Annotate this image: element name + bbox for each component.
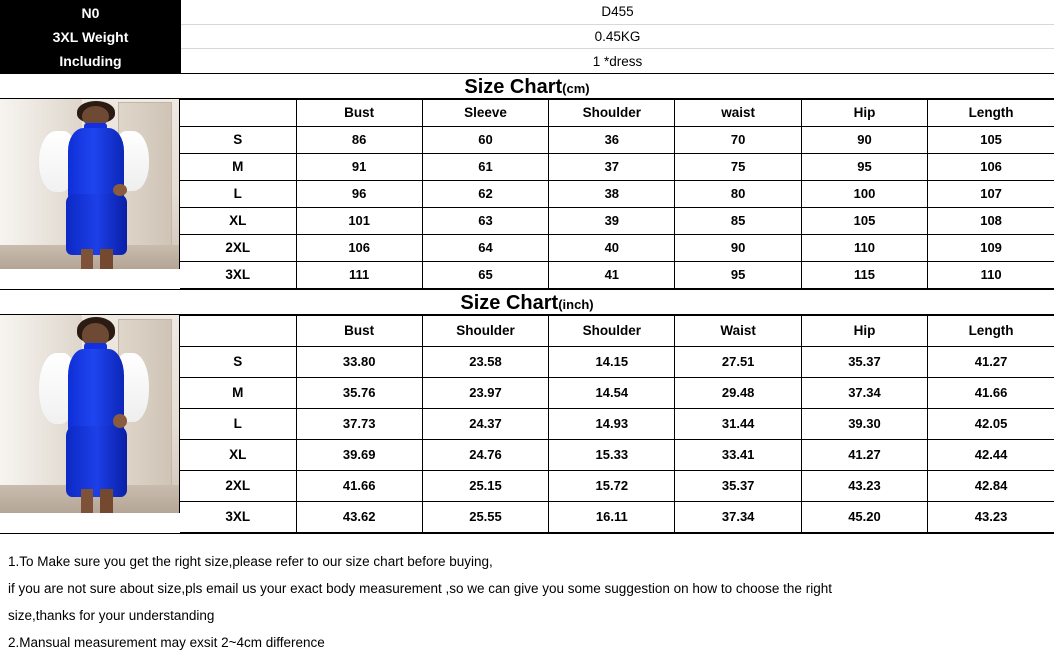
photo-dress-skirt — [66, 426, 127, 497]
cell-bust: 37.73 — [296, 409, 422, 440]
size-chart-cm-section — [0, 99, 1054, 289]
cell-length: 41.27 — [928, 347, 1054, 378]
size-chart-cm-unit: (cm) — [562, 81, 590, 96]
cell-hip: 105 — [801, 208, 927, 235]
row-size-label: XL — [180, 208, 296, 235]
table-row — [180, 154, 1054, 181]
table-row — [180, 471, 1054, 502]
table-header-row — [180, 100, 1054, 127]
photo-leg-right — [100, 249, 113, 269]
product-header-labels — [0, 0, 181, 73]
size-table-inch — [180, 315, 1054, 533]
cell-bust: 106 — [296, 235, 422, 262]
cell-waist: 85 — [675, 208, 801, 235]
col-header-length: Length — [928, 100, 1054, 127]
cell-shoulder: 36 — [549, 127, 675, 154]
cell-shoulder: 40 — [549, 235, 675, 262]
table-row — [180, 181, 1054, 208]
note-line-3: size,thanks for your understanding — [8, 608, 215, 623]
table-row — [180, 208, 1054, 235]
table-header-row — [180, 316, 1054, 347]
photo-leg-left — [81, 249, 94, 269]
cell-bust: 101 — [296, 208, 422, 235]
cell-sleeve: 64 — [422, 235, 548, 262]
cell-length: 41.66 — [928, 378, 1054, 409]
cell-hip: 100 — [801, 181, 927, 208]
cell-bust: 111 — [296, 262, 422, 289]
photo-leg-left — [81, 489, 94, 513]
cell-length: 42.05 — [928, 409, 1054, 440]
col-header-size — [180, 316, 296, 347]
cell-bust: 33.80 — [296, 347, 422, 378]
cell-hip: 95 — [801, 154, 927, 181]
table-row — [180, 127, 1054, 154]
row-size-label: 3XL — [180, 262, 296, 289]
table-row — [180, 235, 1054, 262]
note-line-1: 1.To Make sure you get the right size,please refer to our size chart before buying, — [8, 554, 493, 569]
model-photo-illustration — [0, 99, 179, 269]
table-row — [180, 502, 1054, 533]
cell-sleeve: 63 — [422, 208, 548, 235]
size-chart-inch-title-text: Size Chart — [460, 292, 559, 314]
size-chart-inch-unit: (inch) — [558, 297, 594, 312]
cell-waist: 75 — [675, 154, 801, 181]
note-line-4: 2.Mansual measurement may exsit 2~4cm difference — [8, 635, 325, 650]
header-label-no: N0 — [81, 4, 100, 21]
col-header-shoulder-1: Shoulder — [422, 316, 548, 347]
table-row — [180, 440, 1054, 471]
col-header-waist: waist — [675, 100, 801, 127]
size-chart-cm-title-text: Size Chart — [464, 76, 563, 98]
cell-hip: 41.27 — [801, 440, 927, 471]
cell-hip: 115 — [801, 262, 927, 289]
cell-bust: 43.62 — [296, 502, 422, 533]
col-header-size — [180, 100, 296, 127]
col-header-sleeve: Sleeve — [422, 100, 548, 127]
row-size-label: 2XL — [180, 471, 296, 502]
cell-bust: 96 — [296, 181, 422, 208]
photo-leg-right — [100, 489, 113, 513]
cell-waist: 95 — [675, 262, 801, 289]
cell-sleeve: 60 — [422, 127, 548, 154]
cell-shoulder: 41 — [549, 262, 675, 289]
cell-waist: 29.48 — [675, 378, 801, 409]
col-header-shoulder-2: Shoulder — [549, 316, 675, 347]
cell-bust: 39.69 — [296, 440, 422, 471]
cell-waist: 70 — [675, 127, 801, 154]
table-row — [180, 378, 1054, 409]
size-table-cm — [180, 99, 1054, 289]
cell-length: 105 — [928, 127, 1054, 154]
col-header-hip: Hip — [801, 100, 927, 127]
col-header-waist: Waist — [675, 316, 801, 347]
header-label-including: Including — [59, 52, 122, 69]
cell-length: 42.84 — [928, 471, 1054, 502]
cell-length: 109 — [928, 235, 1054, 262]
product-photo-inch — [0, 315, 180, 513]
row-size-label: XL — [180, 440, 296, 471]
cell-waist: 27.51 — [675, 347, 801, 378]
row-size-label: L — [180, 409, 296, 440]
header-label-weight: 3XL Weight — [52, 28, 129, 45]
cell-hip: 35.37 — [801, 347, 927, 378]
cell-length: 42.44 — [928, 440, 1054, 471]
size-notes — [0, 533, 1054, 664]
header-value-no: D455 — [181, 0, 1054, 25]
header-value-including: 1 *dress — [592, 53, 643, 69]
model-photo-illustration — [0, 315, 179, 513]
cell-shoulder-2: 14.93 — [549, 409, 675, 440]
table-row — [180, 347, 1054, 378]
cell-length: 107 — [928, 181, 1054, 208]
cell-bust: 41.66 — [296, 471, 422, 502]
cell-waist: 90 — [675, 235, 801, 262]
cell-shoulder: 37 — [549, 154, 675, 181]
cell-length: 43.23 — [928, 502, 1054, 533]
cell-shoulder-2: 15.33 — [549, 440, 675, 471]
cell-bust: 86 — [296, 127, 422, 154]
col-header-bust: Bust — [296, 100, 422, 127]
table-row — [180, 409, 1054, 440]
cell-hip: 90 — [801, 127, 927, 154]
size-chart-cm-title — [0, 73, 1054, 99]
product-photo-cm — [0, 99, 180, 269]
row-size-label: 3XL — [180, 502, 296, 533]
cell-sleeve: 65 — [422, 262, 548, 289]
cell-waist: 37.34 — [675, 502, 801, 533]
cell-hip: 45.20 — [801, 502, 927, 533]
cell-waist: 33.41 — [675, 440, 801, 471]
size-chart-inch-title — [0, 289, 1054, 315]
cell-shoulder-1: 24.76 — [422, 440, 548, 471]
col-header-shoulder: Shoulder — [549, 100, 675, 127]
cell-sleeve: 61 — [422, 154, 548, 181]
row-size-label: M — [180, 378, 296, 409]
cell-shoulder-1: 23.97 — [422, 378, 548, 409]
photo-hand — [113, 184, 127, 196]
photo-hand — [113, 414, 127, 428]
cell-shoulder-2: 14.54 — [549, 378, 675, 409]
cell-waist: 35.37 — [675, 471, 801, 502]
cell-hip: 39.30 — [801, 409, 927, 440]
cell-shoulder-2: 14.15 — [549, 347, 675, 378]
row-size-label: S — [180, 127, 296, 154]
product-header — [0, 0, 1054, 73]
cell-hip: 37.34 — [801, 378, 927, 409]
cell-length: 106 — [928, 154, 1054, 181]
cell-bust: 91 — [296, 154, 422, 181]
cell-shoulder-2: 15.72 — [549, 471, 675, 502]
cell-shoulder: 38 — [549, 181, 675, 208]
row-size-label: L — [180, 181, 296, 208]
cell-length: 110 — [928, 262, 1054, 289]
product-header-values — [181, 0, 1054, 73]
cell-shoulder-1: 24.37 — [422, 409, 548, 440]
cell-shoulder: 39 — [549, 208, 675, 235]
row-size-label: S — [180, 347, 296, 378]
size-chart-inch-section — [0, 315, 1054, 533]
table-row — [180, 262, 1054, 289]
note-line-2: if you are not sure about size,pls email us your exact body measurement ,so we can give you some suggestion on how to choose the right — [8, 581, 832, 596]
cell-shoulder-1: 23.58 — [422, 347, 548, 378]
header-value-weight: 0.45KG — [181, 25, 1054, 50]
cell-sleeve: 62 — [422, 181, 548, 208]
cell-shoulder-1: 25.15 — [422, 471, 548, 502]
cell-waist: 80 — [675, 181, 801, 208]
cell-waist: 31.44 — [675, 409, 801, 440]
row-size-label: M — [180, 154, 296, 181]
cell-shoulder-2: 16.11 — [549, 502, 675, 533]
cell-bust: 35.76 — [296, 378, 422, 409]
row-size-label: 2XL — [180, 235, 296, 262]
col-header-hip: Hip — [801, 316, 927, 347]
cell-hip: 110 — [801, 235, 927, 262]
col-header-bust: Bust — [296, 316, 422, 347]
col-header-length: Length — [928, 316, 1054, 347]
cell-hip: 43.23 — [801, 471, 927, 502]
cell-length: 108 — [928, 208, 1054, 235]
photo-dress-skirt — [66, 194, 127, 255]
cell-shoulder-1: 25.55 — [422, 502, 548, 533]
